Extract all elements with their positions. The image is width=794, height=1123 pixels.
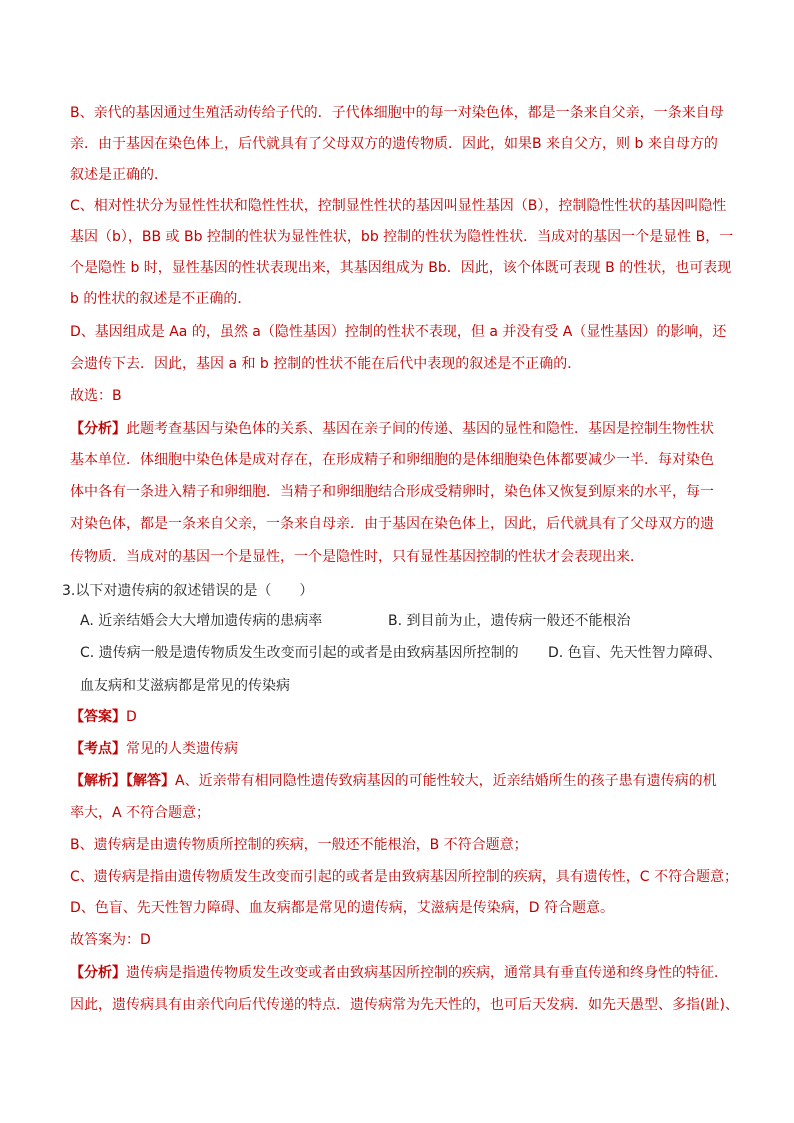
analysis-line bbox=[70, 964, 730, 982]
explanation-line: 亲．由于基因在染色体上，后代就具有了父母双方的遗传物质．因此，如果B 来自父方，则 b 来自母方的 bbox=[70, 136, 718, 152]
kaodian-line bbox=[70, 740, 730, 758]
analysis-tag: 【分析】 bbox=[70, 965, 126, 981]
jiexi-line: C、遗传病是指由遗传物质发生改变而引起的或者是由致病基因所控制的疾病，具有遗传性，C 不符合题意； bbox=[70, 869, 738, 885]
answer-line bbox=[70, 708, 730, 726]
jiexi-line bbox=[70, 772, 730, 790]
jiexi-tag: 【解析】【解答】 bbox=[70, 773, 175, 789]
explanation-line: C、相对性状分为显性性状和隐性性状，控制显性性状的基因叫显性基因（B），控制隐性性状的基因叫隐性 bbox=[70, 198, 727, 214]
analysis-line: 体中各有一条进入精子和卵细胞．当精子和卵细胞结合形成受精卵时，染色体又恢复到原来的水平，每一 bbox=[70, 484, 714, 500]
option-a: A. 近亲结婚会大大增加遗传病的患病率 bbox=[80, 613, 323, 629]
explanation-line: 个是隐性 b 时，显性基因的性状表现出来，其基因组成为 Bb．因此，该个体既可表现 B 的性状，也可表现 bbox=[70, 260, 732, 276]
explanation-line: D、基因组成是 Aa 的，虽然 a（隐性基因）控制的性状不表现，但 a 并没有受 A（显性基因）的影响，还 bbox=[70, 324, 727, 340]
analysis-line: 因此，遗传病具有由亲代向后代传递的特点．遗传病常为先天性的，也可后天发病．如先天愚型、多指(趾)、 bbox=[70, 997, 739, 1013]
analysis-line: 基本单位．体细胞中染色体是成对存在，在形成精子和卵细胞的是体细胞染色体都要减少一半．每对染色 bbox=[70, 452, 714, 468]
explanation-line: b 的性状的叙述是不正确的． bbox=[70, 291, 252, 307]
option-d: D. 色盲、先天性智力障碍、 bbox=[548, 645, 722, 661]
answer-tag: 【答案】 bbox=[70, 709, 126, 725]
analysis-line: 传物质．当成对的基因一个是显性，一个是隐性时，只有显性基因控制的性状才会表现出来． bbox=[70, 549, 644, 565]
jiexi-text: A、近亲带有相同隐性遗传致病基因的可能性较大，近亲结婚所生的孩子患有遗传病的机 bbox=[175, 773, 717, 789]
answer-choice-line: 故选：B bbox=[70, 388, 122, 404]
analysis-text: 遗传病是指遗传物质发生改变或者由致病基因所控制的疾病，通常具有垂直传递和终身性的特征． bbox=[126, 965, 728, 981]
question-stem: 3.以下对遗传病的叙述错误的是（ ） bbox=[62, 583, 314, 599]
analysis-line: 对染色体，都是一条来自父亲，一条来自母亲．由于基因在染色体上，因此，后代就具有了父母双方的遗 bbox=[70, 516, 714, 532]
explanation-line: 叙述是正确的． bbox=[70, 167, 168, 183]
analysis-text: 此题考查基因与染色体的关系、基因在亲子间的传递、基因的显性和隐性．基因是控制生物性状 bbox=[126, 421, 714, 437]
analysis-line bbox=[70, 420, 730, 438]
explanation-line: 会遗传下去．因此，基因 a 和 b 控制的性状不能在后代中表现的叙述是不正确的． bbox=[70, 356, 582, 372]
option-b: B. 到目前为止，遗传病一般还不能根治 bbox=[388, 613, 631, 629]
kaodian-text: 常见的人类遗传病 bbox=[126, 741, 238, 757]
option-d-continued: 血友病和艾滋病都是常见的传染病 bbox=[80, 678, 290, 694]
analysis-tag: 【分析】 bbox=[70, 421, 126, 437]
answer-value: D bbox=[126, 709, 137, 725]
explanation-line: 基因（b），BB 或 Bb 控制的性状为显性性状，bb 控制的性状为隐性性状．当成对的基因一个是显性 B，一 bbox=[70, 229, 734, 245]
jiexi-line: D、色盲、先天性智力障碍、血友病都是常见的遗传病，艾滋病是传染病，D 符合题意。 bbox=[70, 900, 615, 916]
option-c: C. 遗传病一般是遗传物质发生改变而引起的或者是由致病基因所控制的 bbox=[80, 645, 519, 661]
kaodian-tag: 【考点】 bbox=[70, 741, 126, 757]
jiexi-line: B、遗传病是由遗传物质所控制的疾病，一般还不能根治，B 不符合题意； bbox=[70, 837, 528, 853]
explanation-line: B、亲代的基因通过生殖活动传给子代的．子代体细胞中的每一对染色体，都是一条来自父亲，一条来自母 bbox=[70, 105, 724, 121]
jiexi-line: 率大，A 不符合题意； bbox=[70, 805, 211, 821]
final-answer-line: 故答案为：D bbox=[70, 932, 151, 948]
